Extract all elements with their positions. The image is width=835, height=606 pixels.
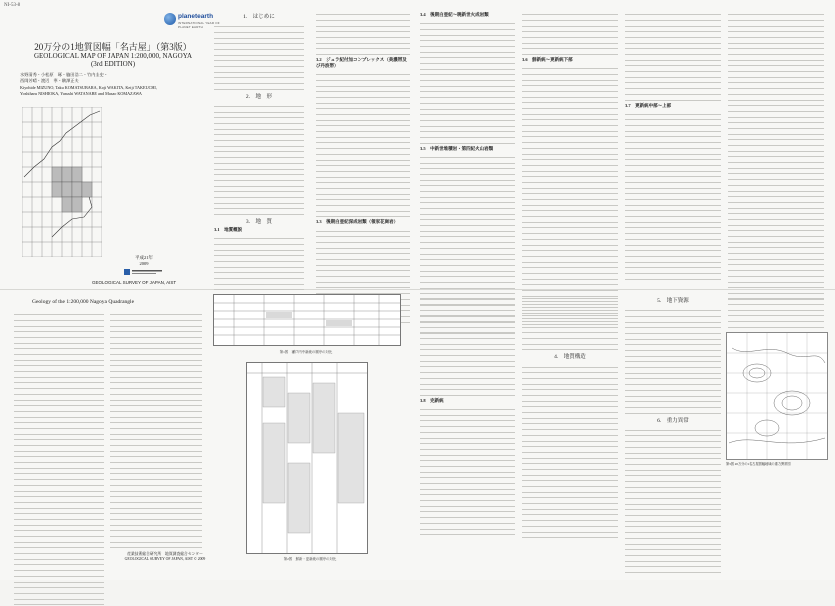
subsection-heading: 3.2 ジュラ紀付加コンプレックス（美濃帯及び丹波帯）	[316, 57, 407, 68]
date-japanese: 平成21年	[135, 255, 153, 260]
text-block	[522, 10, 618, 55]
text-column-2	[316, 10, 410, 323]
subsection-heading: 3.3 後期白亜紀深成岩類（領家花崗岩）	[316, 219, 399, 225]
text-block	[420, 19, 515, 144]
text-block	[522, 294, 618, 350]
text-column-8	[522, 294, 618, 539]
text-column-6	[728, 10, 824, 306]
footer-japanese: 産業技術総合研究所 地質調査総合センター	[127, 552, 203, 556]
text-block	[728, 294, 824, 333]
publication-date	[124, 255, 164, 267]
globe-icon	[164, 13, 176, 25]
subsection-heading: 3.7 更新統中部〜上部	[625, 102, 672, 108]
footer-english: GEOLOGICAL SURVEY OF JAPAN, AIST © 2009	[124, 557, 206, 561]
figure-1-caption: 第1図 瀬戸内中新統の層序の対比	[279, 350, 333, 354]
text-block	[316, 70, 410, 217]
gravity-map-caption: 第3図 20万分の1名古屋図幅地域の重力異常図	[726, 462, 791, 466]
subsection-heading: 3.1 地質概説	[214, 227, 243, 232]
text-block	[110, 310, 202, 548]
text-column-4	[522, 10, 618, 326]
text-block	[728, 10, 824, 305]
text-block	[625, 10, 721, 101]
figure-2-caption: 第2図 鮮新・更新統の層序の対比	[283, 557, 337, 561]
gsj-logo-icon	[124, 268, 164, 276]
section-heading-intro: 1. はじめに	[243, 14, 275, 20]
subsection-heading: 3.4 後期白亜紀〜暁新世火成岩類	[420, 12, 489, 17]
title-english	[18, 52, 208, 68]
logo-brand: planetearth	[178, 13, 214, 20]
title-japanese: 20万分の1地質図幅「名古屋」（第3版）	[34, 42, 192, 52]
publisher-name: GEOLOGICAL SURVEY OF JAPAN, AIST	[92, 280, 177, 285]
subsection-heading: 3.6 鮮新統〜更新統下部	[522, 57, 573, 62]
footer	[110, 552, 220, 562]
english-text-column-2	[110, 310, 202, 549]
authors-jp-line1: 水野清秀・小松原 琢・脇田浩二・竹内圭史・	[20, 72, 108, 77]
authors-japanese	[20, 72, 160, 84]
authors-jp-line2: 西岡芳晴・渡辺 寧・駒澤正夫	[20, 78, 79, 83]
section-heading-resources: 5. 地下資源	[657, 298, 689, 304]
authors-en-line2: Yoshiharu NISHIOKA, Yasushi WATANABE and Masao KOMAZAWA	[20, 90, 142, 96]
section-heading-geology: 3. 地 質	[245, 219, 273, 225]
text-block	[316, 10, 410, 55]
logo-subtitle: INTERNATIONAL YEAR OF PLANET EARTH	[178, 21, 220, 29]
title-english-line2: (3rd EDITION)	[90, 60, 136, 68]
fold-line	[0, 289, 835, 290]
text-column-3	[420, 10, 515, 335]
authors-english	[20, 85, 170, 96]
sheet-code: NI-53-8	[4, 3, 21, 8]
section-heading-gravity: 6. 重力異常	[657, 417, 689, 424]
text-block	[214, 22, 304, 90]
subsection-heading: 3.5 中新世堆積岩・第四紀火山岩類	[420, 145, 494, 151]
title-panel	[14, 10, 220, 288]
gravity-anomaly-map	[726, 332, 828, 460]
authors-en-line1: Kiyohide MIZUNO, Taku KOMATSUBARA, Koji WAKITA, Keiji TAKEUCHI,	[20, 85, 157, 90]
subsection-heading: 3.8 完新統	[420, 397, 444, 403]
text-block	[625, 306, 721, 414]
text-column-1	[214, 10, 304, 319]
text-column-10	[728, 294, 824, 334]
stratigraphy-table-figure	[213, 294, 401, 346]
geology-summary-title: Geology of the 1:200,000 Nagoya Quadrangle	[32, 299, 135, 305]
text-block	[14, 310, 104, 605]
text-block	[214, 102, 304, 215]
text-block	[522, 362, 618, 538]
text-column-7	[420, 294, 515, 536]
text-block	[420, 405, 515, 535]
text-block	[522, 64, 618, 325]
text-block	[625, 110, 721, 280]
text-block	[625, 426, 721, 573]
section-heading-topography: 2. 地 形	[245, 93, 273, 100]
title-english-line1: GEOLOGICAL MAP OF JAPAN 1:200,000, NAGOYA	[33, 52, 193, 60]
text-column-9	[625, 294, 721, 573]
text-block	[420, 294, 515, 396]
english-text-column-1	[14, 310, 104, 606]
index-map	[22, 107, 102, 257]
section-heading-structure: 4. 地質構造	[554, 354, 586, 361]
text-column-5	[625, 10, 721, 280]
date-year: 2009	[139, 261, 149, 266]
stratigraphy-column-figure	[246, 362, 368, 554]
